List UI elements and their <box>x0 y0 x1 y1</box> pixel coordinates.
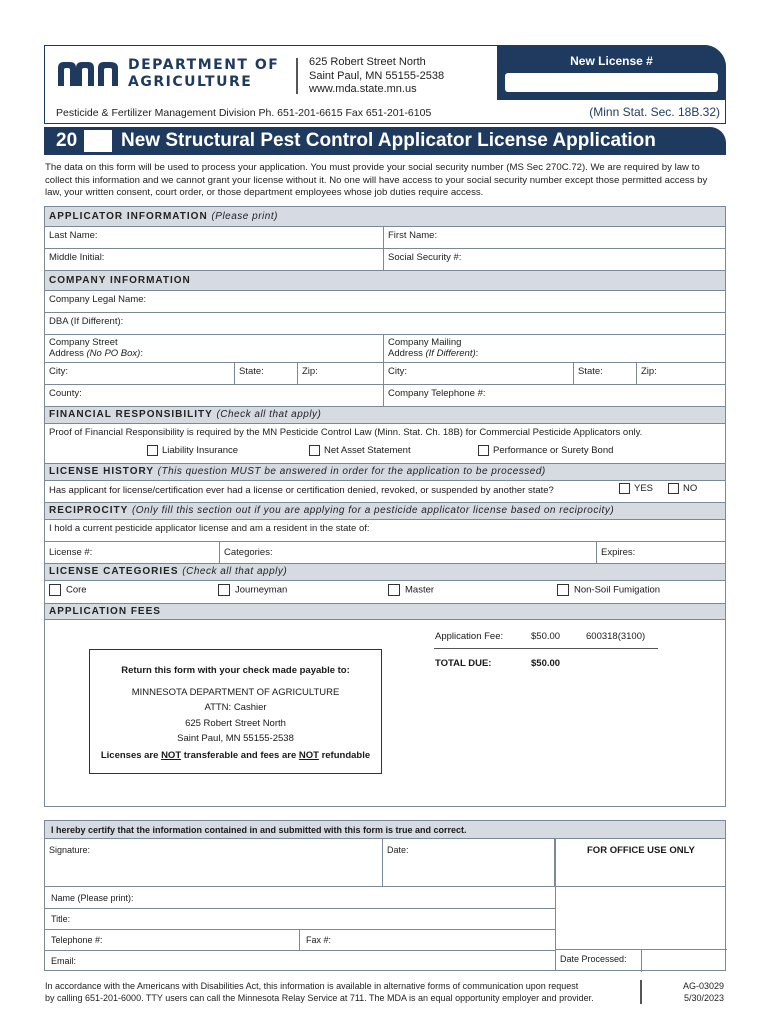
category-fumigation-checkbox[interactable] <box>557 584 569 596</box>
intro-text: The data on this form will be used to process your application. You must provide your social security number (MS Sec 270C.72). We are required by law to collect this information and we cannot grant your license without it. No one will have access to your social security number except those permitted access by law, your written consent, court order, or those department employees whose job duties require access. <box>45 162 708 198</box>
title-field[interactable]: Title: <box>45 909 555 930</box>
fees-area <box>45 620 725 806</box>
certification-section <box>44 820 726 971</box>
return-line-1: MINNESOTA DEPARTMENT OF AGRICULTURE <box>131 686 340 698</box>
history-yes-checkbox[interactable] <box>619 483 630 494</box>
division-contact: Pesticide & Fertilizer Management Division Ph. 651-201-6615 Fax 651-201-6105 <box>56 107 432 119</box>
dba-field[interactable]: DBA (If Different): <box>49 316 124 327</box>
county-field[interactable]: County: <box>45 385 384 406</box>
net-asset-statement-option[interactable]: Net Asset Statement <box>309 445 411 456</box>
reciprocity-state-field[interactable]: I hold a current pesticide applicator license and am a resident in the state of: <box>49 523 370 534</box>
first-name-field[interactable]: First Name: <box>388 230 438 241</box>
email-field[interactable]: Email: <box>51 956 77 966</box>
mailing-state-field[interactable]: State: <box>574 363 637 384</box>
reciprocity-license-number-field[interactable]: License #: <box>45 542 220 563</box>
middle-initial-field[interactable]: Middle Initial: <box>45 249 384 270</box>
ada-notice: In accordance with the Americans with Disabilities Act, this information is available in alternative forms of communication upon request by calling 651-201-6000. TTY users can call the Minnesota Relay Service at 711. The MDA is an equal opportunity employer and provider. <box>45 981 594 1003</box>
application-fee-code: 600318(3100) <box>586 631 646 642</box>
street-city-field[interactable]: City: <box>45 363 235 384</box>
fee-divider <box>434 648 658 649</box>
title-year: 20 <box>56 130 78 151</box>
category-journeyman-checkbox[interactable] <box>218 584 230 596</box>
street-zip-field[interactable]: Zip: <box>298 363 384 384</box>
application-fee-value: $50.00 <box>531 631 561 642</box>
company-street-address-field[interactable]: Company Street Address (No PO Box): <box>45 335 384 362</box>
date-field[interactable]: Date: <box>383 839 555 886</box>
street-state-field[interactable]: State: <box>235 363 298 384</box>
financial-text: Proof of Financial Responsibility is required by the MN Pesticide Control Law (Minn. Stat. Ch. 18B) for Commercial Pesticide Applicators only. <box>49 427 643 438</box>
section-financial-responsibility: FINANCIAL RESPONSIBILITY (Check all that apply) <box>45 407 725 424</box>
ssn-field[interactable]: Social Security #: <box>388 252 462 263</box>
form-number: AG-03029 5/30/2023 <box>682 981 724 1003</box>
company-telephone-field[interactable]: Company Telephone #: <box>388 388 486 399</box>
company-mailing-address-field[interactable]: Company Mailing Address (If Different): <box>388 337 479 359</box>
office-use-label: FOR OFFICE USE ONLY <box>587 845 695 856</box>
fax-field[interactable]: Fax #: <box>300 930 555 951</box>
return-line-4: Saint Paul, MN 55155-2538 <box>177 733 294 744</box>
new-license-label: New License # <box>570 54 653 68</box>
company-legal-name-field[interactable]: Company Legal Name: <box>49 294 147 305</box>
page-title: New Structural Pest Control Applicator License Application <box>121 130 656 151</box>
application-form <box>44 206 726 807</box>
last-name-field[interactable]: Last Name: <box>45 227 384 248</box>
category-fumigation-option[interactable]: Non-Soil Fumigation <box>557 584 660 596</box>
category-master-checkbox[interactable] <box>388 584 400 596</box>
category-core-checkbox[interactable] <box>49 584 61 596</box>
section-company-information: COMPANY INFORMATION <box>45 271 725 291</box>
telephone-field[interactable]: Telephone #: <box>45 930 300 951</box>
category-core-option[interactable]: Core <box>49 584 87 596</box>
application-fee-label: Application Fee: <box>435 631 504 642</box>
reciprocity-expires-field[interactable]: Expires: <box>601 547 636 558</box>
net-asset-statement-checkbox[interactable] <box>309 445 320 456</box>
statute-reference: (Minn Stat. Sec. 18B.32) <box>589 105 720 119</box>
date-processed-field: Date Processed: <box>555 949 727 971</box>
agency-address: 625 Robert Street North Saint Paul, MN 55155-2538 www.mda.state.mn.us <box>309 56 445 95</box>
category-master-option[interactable]: Master <box>388 584 434 596</box>
return-address-box <box>89 649 382 774</box>
section-license-history: LICENSE HISTORY (This question MUST be answered in order for the application to be processed) <box>45 464 725 481</box>
history-no-option[interactable]: NO <box>668 483 697 494</box>
return-instructions: Return this form with your check made payable to: <box>121 665 350 676</box>
surety-bond-checkbox[interactable] <box>478 445 489 456</box>
total-due-label: TOTAL DUE: <box>435 658 492 669</box>
mn-logo-icon <box>56 58 120 88</box>
section-reciprocity: RECIPROCITY (Only fill this section out if you are applying for a pesticide applicator license based on reciprocity) <box>45 503 725 520</box>
return-line-3: 625 Robert Street North <box>185 717 286 729</box>
agency-logo-text: DEPARTMENT OF AGRICULTURE <box>128 57 280 90</box>
section-application-fees: APPLICATION FEES <box>45 603 725 620</box>
section-applicator-information: APPLICATOR INFORMATION (Please print) <box>45 207 725 227</box>
surety-bond-option[interactable]: Performance or Surety Bond <box>478 445 613 456</box>
certification-statement: I hereby certify that the information contained in and submitted with this form is true and correct. <box>45 821 725 839</box>
license-history-question: Has applicant for license/certification ever had a license or certification denied, revoked, or suspended by another state? <box>49 485 554 496</box>
footer-divider <box>640 980 642 1004</box>
total-due-value: $50.00 <box>531 658 561 669</box>
mailing-zip-field[interactable]: Zip: <box>641 366 657 377</box>
section-license-categories: LICENSE CATEGORIES (Check all that apply) <box>45 564 725 581</box>
mailing-city-field[interactable]: City: <box>384 363 574 384</box>
history-no-checkbox[interactable] <box>668 483 679 494</box>
signature-field[interactable]: Signature: <box>45 839 383 886</box>
reciprocity-categories-field[interactable]: Categories: <box>220 542 597 563</box>
year-input[interactable] <box>84 130 112 152</box>
return-line-2: ATTN: Cashier <box>204 702 267 713</box>
print-name-field[interactable]: Name (Please print): <box>45 888 555 909</box>
category-journeyman-option[interactable]: Journeyman <box>218 584 287 596</box>
liability-insurance-option[interactable]: Liability Insurance <box>147 445 238 456</box>
new-license-panel <box>497 45 726 100</box>
header-divider <box>296 58 298 94</box>
history-yes-option[interactable]: YES <box>619 483 653 494</box>
liability-insurance-checkbox[interactable] <box>147 445 158 456</box>
refund-note: Licenses are NOT transferable and fees are NOT refundable <box>100 749 371 761</box>
title-bar <box>44 127 726 155</box>
new-license-input[interactable] <box>505 73 718 92</box>
